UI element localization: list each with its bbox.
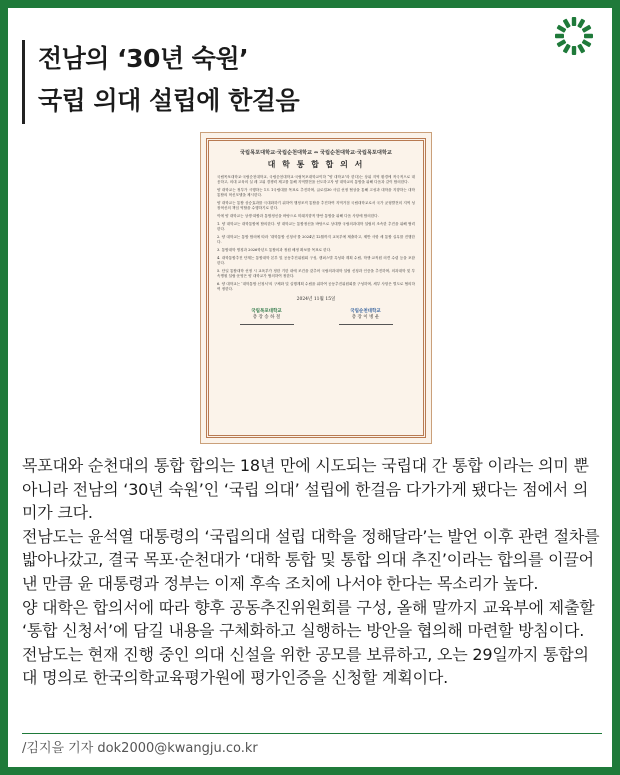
signature-line bbox=[339, 324, 393, 325]
signatory-right bbox=[339, 308, 393, 325]
document-paragraph: 양 대학교는 정부가 시행하는 1도 1국립대를 목표로 추진하며, 글로컬30 사업 선정 협상을 통해 고성과 대학을 지향하는 대학통합의 혁신모델을 제시한다. bbox=[217, 188, 415, 197]
document-content bbox=[217, 149, 415, 427]
signatory-university: 국립목포대학교 bbox=[251, 309, 282, 314]
document-clause: 6. 양 대학교는 ‘대학통합 신청서’의 구체화 및 실행계획 수립을 위하여 공동추진위원회를 구성하며, 세부 사항은 별도로 협의하여 정한다. bbox=[217, 282, 415, 291]
article-paragraph: 양 대학은 합의서에 따라 향후 공동추진위원회를 구성, 올해 말까지 교육부에 제출할 ‘통합 신청서’에 담길 내용을 구체화하고 실행하는 방안을 협의해 마련할 방침이다. bbox=[22, 597, 595, 641]
document-clause: 1. 양 대학교는 대학통합에 합의한다. 양 대학교는 통합정신을 바탕으로 상대방 국립의과대학 설립의 조속한 추진을 위해 협력한다. bbox=[217, 222, 415, 231]
document-clause: 2. 양 대학교는 통합 합의에 따라 ‘대학통합 신청서’를 2024년 12월까지 교육부에 제출하고, 제반 사항 세 통합 실무를 진행한다. bbox=[217, 235, 415, 244]
agreement-document-image bbox=[200, 132, 432, 444]
article-paragraph: 전남도는 윤석열 대통령의 ‘국립의대 설립 대학을 정해달라’는 발언 이후 관련 절차를 밟아나갔고, 결국 목포·순천대가 ‘대학 통합 및 통합 의대 추진’이라는 합의를 이끌어낸 만큼 윤 대통령과 정부는 이제 후속 조치에 나서야 한다는 목소리가 높다. bbox=[22, 526, 600, 593]
signatory-left bbox=[240, 308, 294, 325]
article-paragraph: 전남도는 현재 진행 중인 의대 신설을 위한 공모를 보류하고, 오는 29일까지 통합의대 명의로 한국의학교육평가원에 평가인증을 신청할 계획이다. bbox=[22, 644, 589, 688]
document-heading: 대 학 통 합 합 의 서 bbox=[267, 159, 365, 169]
headline-line-1: 전남의 ‘30년 숙원’ bbox=[38, 44, 249, 73]
title-accent-bar bbox=[22, 40, 25, 124]
byline-divider bbox=[22, 733, 602, 734]
document-header: 국립목포대학교·국립순천대학교 ⇔ 국립순천대학교·국립목포대학교 bbox=[240, 150, 392, 156]
signatory-president: 총 장 송 하 철 bbox=[252, 315, 281, 320]
document-paragraph: 양 대학교는 통합 상승효과를 극대화하기 위하여 행정조직 통합을 추진하여 지역거점 국립대학교로서 국가 균형발전의 지역 성장혁신의 책임 역할을 수행하기로 한다. bbox=[217, 201, 415, 210]
byline: /김지을 기자 dok2000@kwangju.co.kr bbox=[22, 741, 258, 756]
headline-line-2: 국립 의대 설립에 한걸음 bbox=[38, 86, 300, 115]
signature-line bbox=[240, 324, 294, 325]
signatory-president: 총 장 이 병 운 bbox=[351, 315, 380, 320]
signature-block bbox=[217, 308, 415, 325]
document-clause: 5. 단일 통합대학 선정 시 교육부가 정한 기한 내에 조건을 갖추어 국립의과대학 설립 신청과 인증을 추진하며, 의과대학 및 부속병원 설립·운영은 양 대학교가 협의하여 정한다. bbox=[217, 269, 415, 278]
document-paragraph: 이에 양 대학교는 상생·화합과 통합정신을 바탕으로 미래지향적 방안 통합을 위해 다음 사항에 합의한다. bbox=[217, 214, 379, 218]
document-clause: 4. 대학통합추진 단계는 통합대학 본부 및 공동추진위원회 구성, 캠퍼스별 특성화 계획 수립, 학생·교직원 의견 수렴 등을 포함한다. bbox=[217, 256, 415, 265]
headline bbox=[38, 38, 299, 122]
signatory-university: 국립순천대학교 bbox=[350, 309, 381, 314]
sunburst-logo-icon bbox=[554, 16, 594, 56]
document-clause: 3. 통합대학 명칭과 2026학년도 통합의과 정원 배정 확보를 목표로 한다. bbox=[217, 248, 332, 252]
article-paragraph: 목포대와 순천대의 통합 합의는 18년 만에 시도되는 국립대 간 통합 이라는 의미 뿐 아니라 전남의 ‘30년 숙원’인 ‘국립 의대’ 설립에 한걸음 다가가게 됐다는 점에서 의미가 크다. bbox=[22, 456, 589, 523]
article-body bbox=[22, 454, 602, 690]
document-paragraph: 국립목포대학교·국립순천대학교, 국립순천대학교·국립목포대학교이하 “양 대학교”라 한다)는 상위 지역 환경에 적극적으로 대응하고, 의대 교육의 실 레 고위 경쟁력 제고를 통해 지역발전을 선도하고자 양 대학교의 통합을 위해 다음과 같이 합의한다. bbox=[217, 175, 415, 184]
document-date: 2024년 11월 15일 bbox=[296, 297, 336, 302]
